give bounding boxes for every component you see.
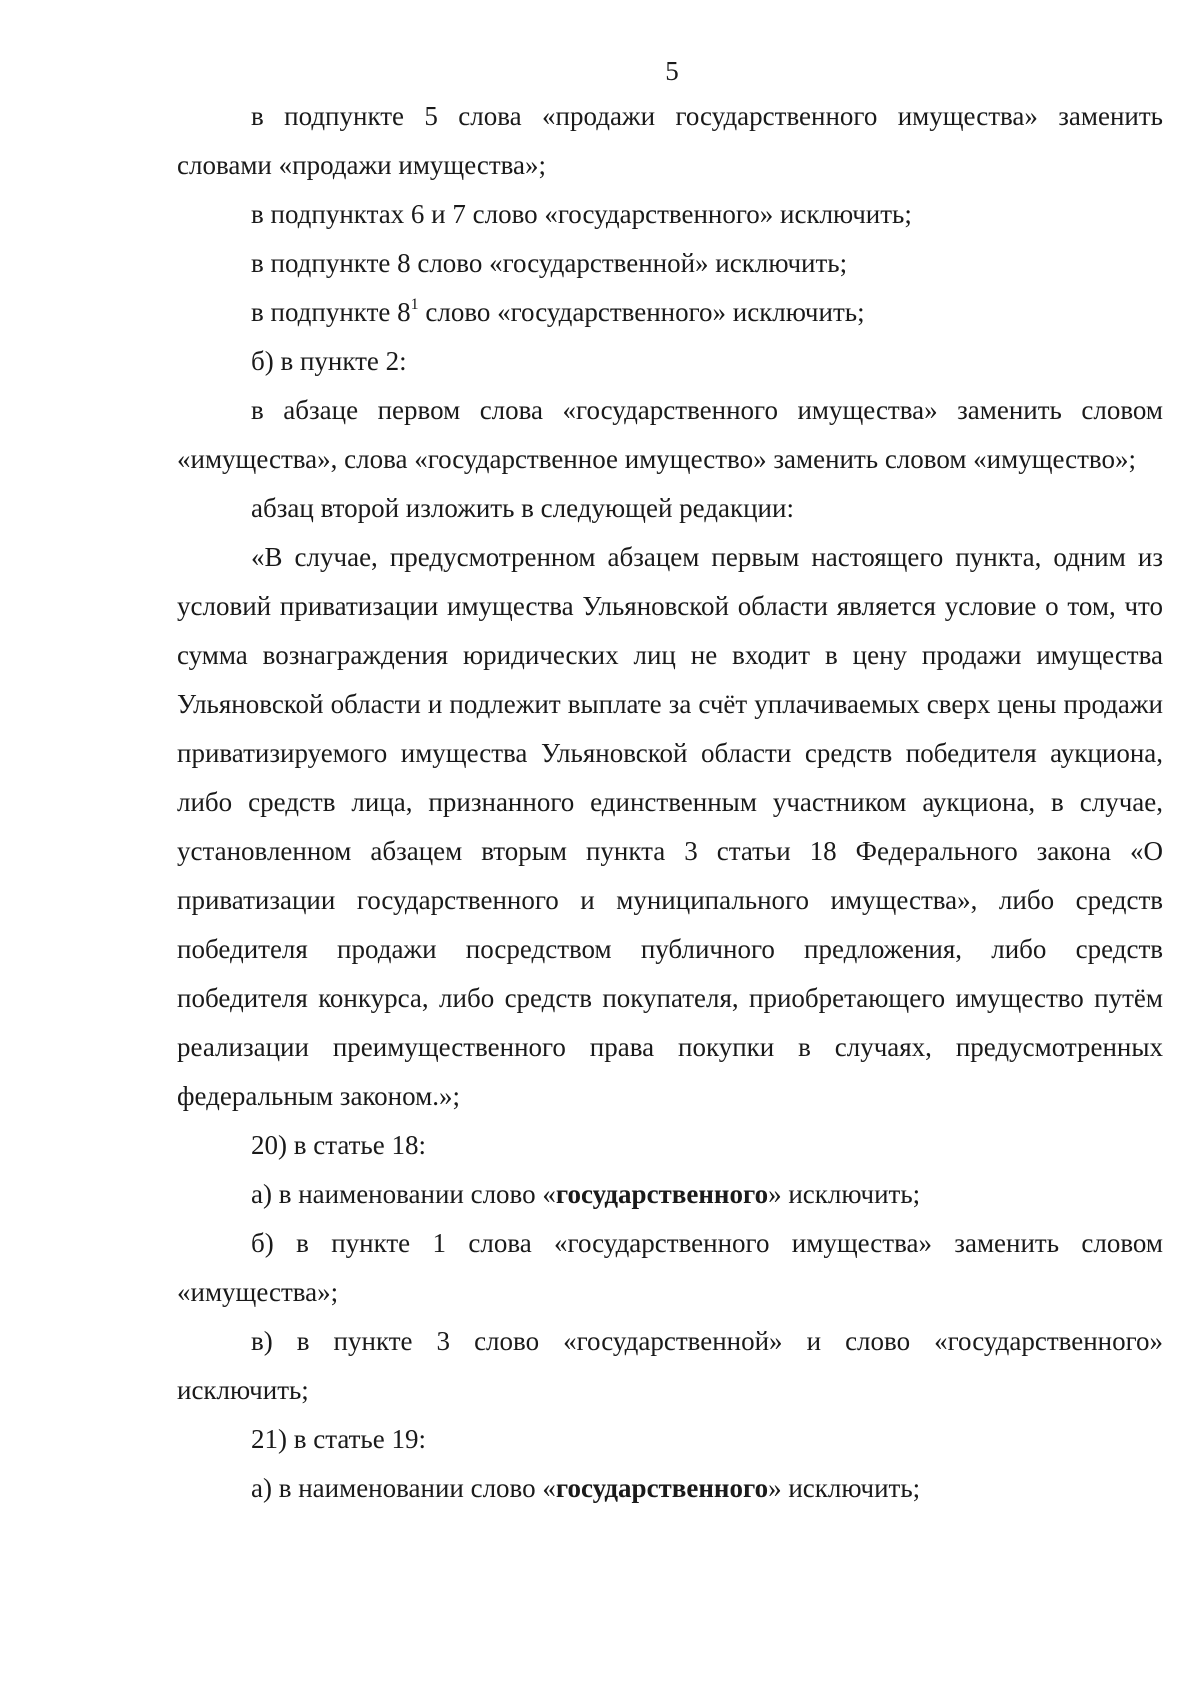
paragraph bbox=[177, 1464, 1163, 1513]
paragraph-text: » исключить; bbox=[768, 1473, 921, 1503]
paragraph-text: а) в наименовании слово « bbox=[251, 1473, 556, 1503]
paragraph: в подпунктах 6 и 7 слово «государственного» исключить; bbox=[251, 199, 912, 229]
paragraph bbox=[177, 1170, 1163, 1219]
paragraph: б) в пункте 2: bbox=[251, 346, 407, 376]
paragraph: 21) в статье 19: bbox=[251, 1424, 426, 1454]
document-body bbox=[177, 92, 1163, 1513]
paragraph: абзац второй изложить в следующей редакции: bbox=[251, 493, 794, 523]
paragraph: б) в пункте 1 слова «государственного имущества» заменить словом «имущества»; bbox=[177, 1228, 1163, 1307]
paragraph bbox=[177, 288, 1163, 337]
paragraph: в подпункте 5 слова «продажи государственного имущества» заменить словами «продажи имущества»; bbox=[177, 101, 1163, 180]
bold-word: государственного bbox=[555, 1473, 769, 1503]
paragraph-text: » исключить; bbox=[768, 1179, 921, 1209]
paragraph: в подпункте 8 слово «государственной» исключить; bbox=[251, 248, 848, 278]
page-number: 5 bbox=[665, 56, 679, 86]
paragraph-text: слово «государственного» исключить; bbox=[418, 297, 865, 327]
paragraph-text: в подпункте 8 bbox=[251, 297, 411, 327]
paragraph: 20) в статье 18: bbox=[251, 1130, 426, 1160]
paragraph-text: а) в наименовании слово « bbox=[251, 1179, 556, 1209]
paragraph: «В случае, предусмотренном абзацем первым настоящего пункта, одним из условий приватизации имущества Ульяновской области является условие о том, что сумма вознаграждения юридических лиц не входит в цену продажи имущества Ульяновской области и подлежит выплате за счёт уплачиваемых сверх цены продажи приватизируемого имущества Ульяновской области средств победителя аукциона, либо средств лица, признанного единственным участником аукциона, в случае, установленном абзацем вторым пункта 3 статьи 18 Федерального закона «О приватизации государственного и муниципального имущества», либо средств победителя продажи посредством публичного предложения, либо средств победителя конкурса, либо средств покупателя, приобретающего имущество путём реализации преимущественного права покупки в случаях, предусмотренных федеральным законом.»; bbox=[177, 542, 1163, 1111]
bold-word: государственного bbox=[555, 1179, 769, 1209]
superscript: 1 bbox=[410, 296, 419, 313]
paragraph: в) в пункте 3 слово «государственной» и слово «государственного» исключить; bbox=[177, 1326, 1163, 1405]
paragraph: в абзаце первом слова «государственного имущества» заменить словом «имущества», слова «государственное имущество» заменить словом «имущество»; bbox=[177, 395, 1163, 474]
